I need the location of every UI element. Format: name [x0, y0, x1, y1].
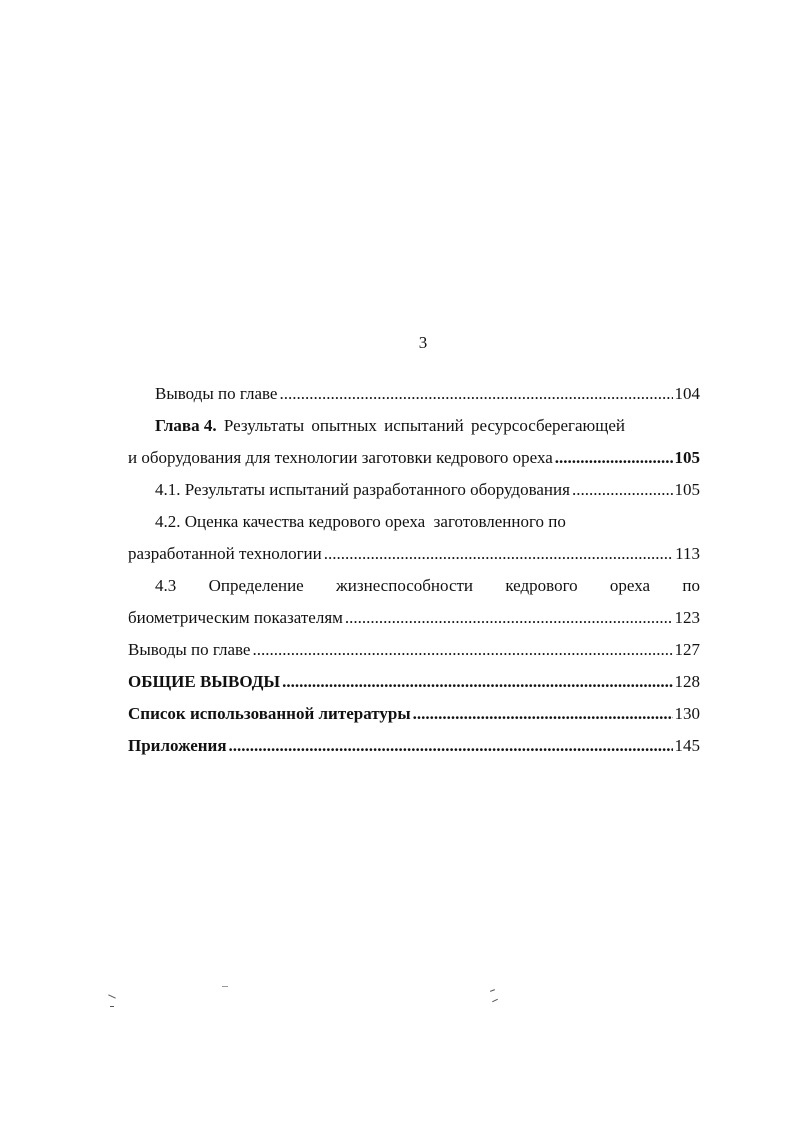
toc-entry-sec-4-2-line1: [128, 508, 700, 540]
toc-entry-page: 113: [675, 544, 700, 563]
toc-entry-general-conclusions: [128, 668, 700, 700]
toc-entry-title: Список использованной литературы: [128, 704, 411, 723]
toc-entry-title: Выводы по главе: [155, 384, 278, 403]
toc-entry-page: 105: [674, 480, 700, 499]
toc-entry-conclusions-ch4: [128, 636, 700, 668]
toc-leader-dots: [555, 444, 673, 472]
chapter-title: Результаты опытных испытаний ресурсосберегающей: [216, 416, 625, 435]
toc-entry-page: 104: [674, 384, 700, 403]
toc-entry-page: 127: [674, 640, 700, 659]
toc-entry-title: Приложения: [128, 736, 227, 755]
toc-entry-sec-4-1: [128, 476, 700, 508]
toc-entry-sec-4-3-line2: [128, 604, 700, 636]
toc-leader-dots: [572, 476, 673, 504]
toc-leader-dots: [345, 604, 673, 632]
toc-entry-sec-4-2-line2: [128, 540, 700, 572]
scan-artifact: [222, 986, 228, 987]
toc-leader-dots: [324, 540, 673, 568]
toc-leader-dots: [279, 380, 672, 408]
toc-entry-title: 4.2. Оценка качества кедрового ореха заготовленного по: [155, 512, 566, 531]
chapter-label: Глава 4.: [155, 416, 217, 435]
scan-artifact: [492, 999, 498, 1002]
toc-leader-dots: [229, 732, 673, 760]
toc-entry-page: 128: [674, 672, 700, 691]
toc-entry-sec-4-3-line1: [128, 572, 700, 604]
scan-artifact: [110, 1006, 114, 1007]
toc-entry-chapter4-line2: [128, 444, 700, 476]
table-of-contents: [128, 380, 700, 764]
toc-entry-title: ОБЩИЕ ВЫВОДЫ: [128, 672, 281, 691]
toc-entry-references: [128, 700, 700, 732]
toc-entry-title: Выводы по главе: [128, 640, 251, 659]
toc-entry-title: 4.1. Результаты испытаний разработанного оборудования: [155, 480, 570, 499]
toc-entry-appendices: [128, 732, 700, 764]
toc-entry-page: 105: [674, 448, 700, 467]
toc-entry-title: 4.3 Определение жизнеспособности кедрового ореха по: [155, 576, 700, 595]
toc-entry-title: и оборудования для технологии заготовки кедрового ореха: [128, 448, 553, 467]
toc-entry-title: разработанной технологии: [128, 544, 322, 563]
toc-entry-chapter4-line1: [128, 412, 700, 444]
toc-entry-title: [155, 412, 700, 440]
toc-entry-page: 145: [674, 736, 700, 755]
toc-entry-conclusions-ch3: [128, 380, 700, 412]
page-number: 3: [418, 333, 428, 352]
toc-entry-page: 123: [674, 608, 700, 627]
scan-artifact: [108, 994, 116, 998]
toc-leader-dots: [252, 636, 672, 664]
scan-artifact: [490, 989, 495, 992]
toc-entry-page: 130: [674, 704, 700, 723]
toc-leader-dots: [413, 700, 673, 728]
toc-leader-dots: [282, 668, 672, 696]
toc-entry-title: биометрическим показателям: [128, 608, 343, 627]
